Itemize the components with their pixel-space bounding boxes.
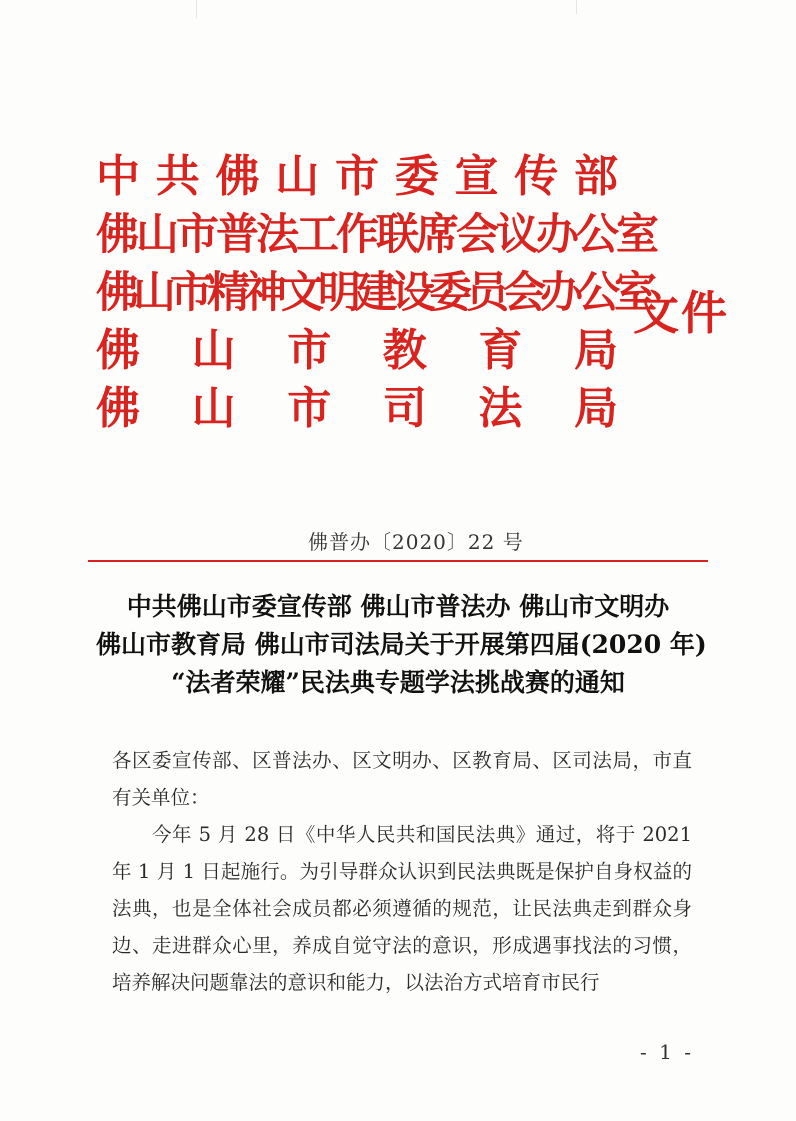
header-char: 教	[382, 325, 427, 376]
red-separator-line	[88, 560, 708, 562]
recipients-line: 各区委宣传部、区普法办、区文明办、区教育局、区司法局，市直有关单位：	[112, 749, 692, 809]
header-char: 佛	[96, 383, 140, 434]
file-label: 文件	[633, 286, 729, 340]
header-line-civilization-office: 佛山市精神文明建设委员会办公室	[96, 268, 651, 318]
document-title	[96, 588, 707, 702]
header-char: 佛	[96, 325, 140, 376]
header-line-propaganda-dept	[96, 148, 618, 206]
document-number: 佛普办〔2020〕22 号	[308, 530, 524, 554]
header-line-legal-office: 佛山市普法工作联席会议办公室	[96, 210, 656, 260]
header-line-justice-bureau	[96, 380, 618, 438]
title-line-1: 中共佛山市委宣传部 佛山市普法办 佛山市文明办	[126, 592, 670, 621]
scan-artifact	[196, 0, 197, 18]
header-char: 局	[573, 383, 618, 434]
page-number: - 1 -	[640, 1040, 694, 1064]
title-line-3: “法者荣耀”民法典专题学法挑战赛的通知	[171, 668, 625, 697]
header-char: 山	[275, 151, 320, 202]
title-line-2: 佛山市教育局 佛山市司法局关于开展第四届(2020 年)	[96, 630, 707, 659]
body-paragraph-1: 今年 5 月 28 日《中华人民共和国民法典》通过，将于 2021 年 1 月 1 日起施行。为引导群众认识到民法典既是保护自身权益的法典，也是全体社会成员都必须遵循的规范，让民法典走到群众身边、走进群众心里，养成自觉守法的意识，形成遇事找法的习惯，培养解决问题靠法的意识和能力，以法治方式培育市民行	[112, 823, 692, 994]
header-char: 宣	[454, 151, 499, 202]
header-char: 佛	[215, 151, 260, 202]
header-char: 中	[96, 151, 140, 202]
header-char: 山	[191, 383, 236, 434]
header-char: 传	[514, 151, 559, 202]
header-char: 市	[287, 383, 332, 434]
header-char: 市	[287, 325, 332, 376]
header-char: 委	[394, 151, 439, 202]
document-body	[112, 742, 692, 1001]
issuing-authorities-header	[96, 148, 656, 438]
header-char: 育	[478, 325, 523, 376]
header-char: 法	[478, 383, 523, 434]
header-char: 市	[335, 151, 379, 202]
header-line-education-bureau	[96, 322, 618, 380]
header-char: 共	[155, 151, 200, 202]
scan-artifact	[576, 0, 577, 14]
header-char: 部	[574, 151, 618, 202]
header-char: 局	[573, 325, 618, 376]
header-char: 山	[191, 325, 236, 376]
header-char: 司	[382, 383, 427, 434]
